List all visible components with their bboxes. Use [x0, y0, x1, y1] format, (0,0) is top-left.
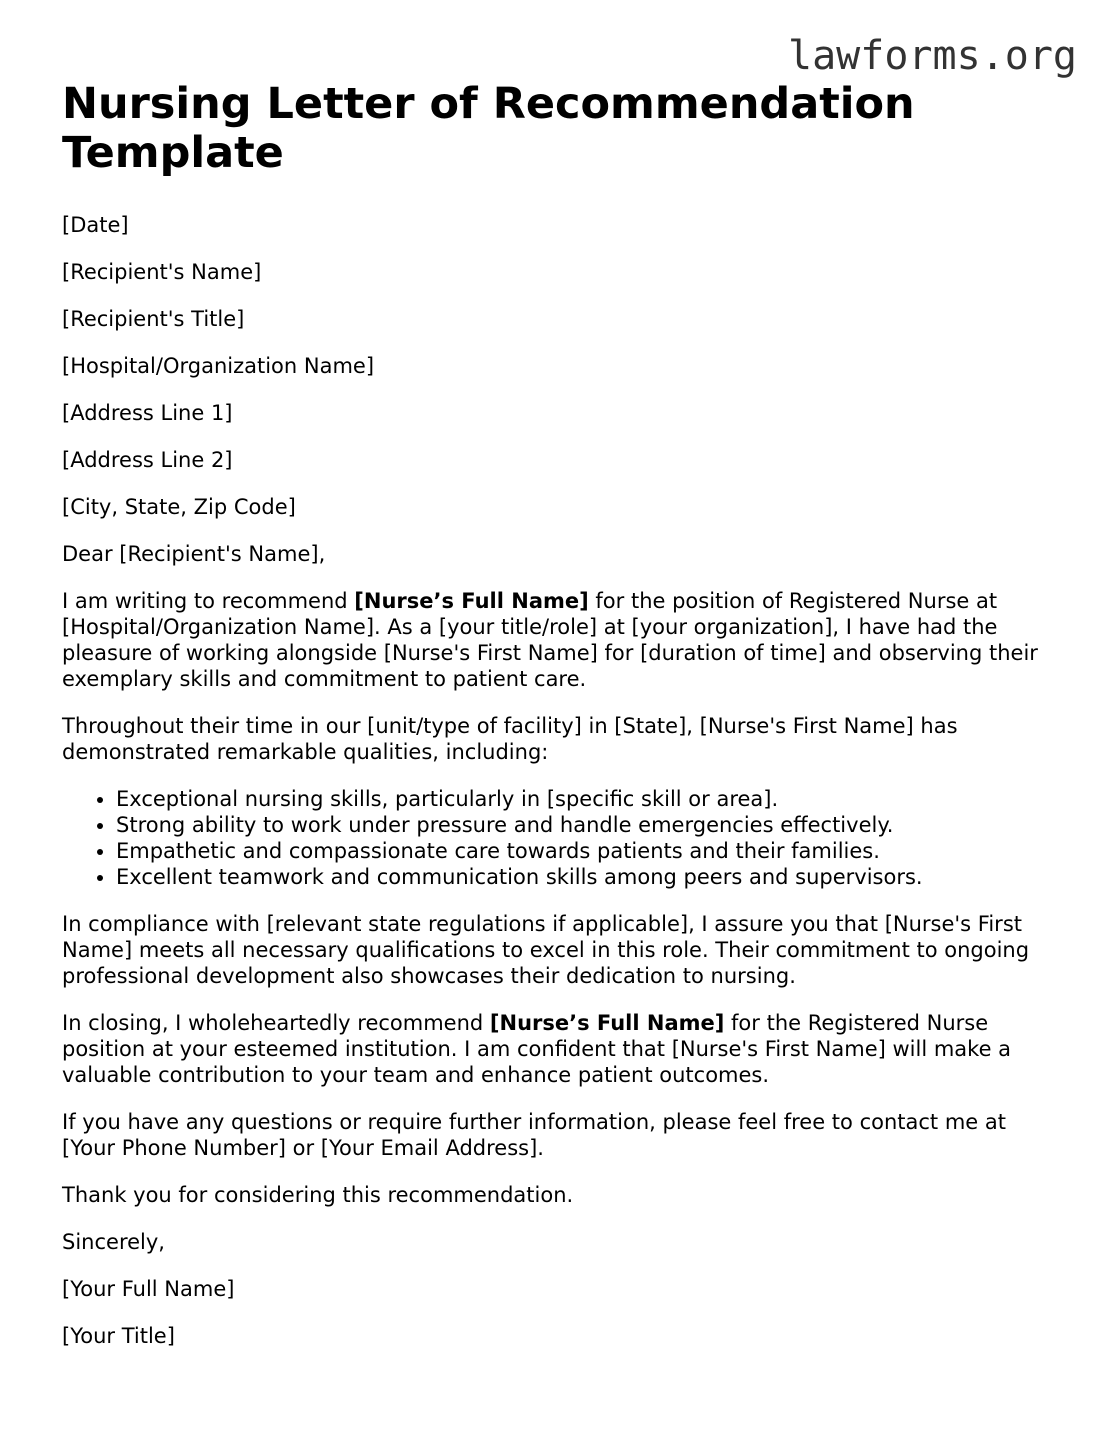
list-item: • Empathetic and compassionate care towards patients and their families.	[116, 838, 1062, 864]
recipient-name-line: [Recipient's Name]	[62, 260, 262, 284]
nurse-full-name: [Nurse’s Full Name]	[489, 1011, 725, 1035]
date-line: [Date]	[62, 213, 129, 237]
signature-title: [Your Title]	[62, 1324, 175, 1348]
nurse-full-name: [Nurse’s Full Name]	[354, 589, 589, 613]
list-item: • Excellent teamwork and communication skills among peers and supervisors.	[116, 864, 1062, 890]
page-title: Nursing Letter of Recommendation Template	[62, 79, 915, 178]
paragraph-closing-post: for the Registered Nurse position at your esteemed institution. I am confident that [Nurse's First Name] will make a valuable contribution to your team and enhance patient outcomes.	[62, 1011, 1012, 1087]
recipient-title-line: [Recipient's Title]	[62, 307, 245, 331]
qualities-list	[62, 786, 1062, 890]
paragraph-closing-pre: In closing, I wholeheartedly recommend	[62, 1011, 490, 1035]
letter-body	[62, 541, 1062, 1349]
closing-sincerely: Sincerely,	[62, 1230, 165, 1254]
signature-name: [Your Full Name]	[62, 1277, 235, 1301]
list-item: • Exceptional nursing skills, particularly in [specific skill or area].	[116, 786, 1062, 812]
salutation: Dear [Recipient's Name],	[62, 542, 326, 566]
watermark-logo: lawforms.org	[788, 33, 1077, 79]
paragraph-qualities-intro: Throughout their time in our [unit/type of facility] in [State], [Nurse's First Name] has demonstrated remarkable qualities, including:	[62, 714, 958, 764]
paragraph-closing	[62, 1010, 1062, 1088]
document-page	[62, 80, 1062, 1370]
address-block	[62, 212, 1062, 520]
paragraph-intro	[62, 588, 1062, 692]
address-line-2: [Address Line 2]	[62, 448, 233, 472]
organization-line: [Hospital/Organization Name]	[62, 354, 375, 378]
city-state-zip-line: [City, State, Zip Code]	[62, 495, 296, 519]
list-item: • Strong ability to work under pressure and handle emergencies effectively.	[116, 812, 1062, 838]
paragraph-intro-pre: I am writing to recommend	[62, 589, 355, 613]
paragraph-thanks: Thank you for considering this recommendation.	[62, 1183, 574, 1207]
paragraph-contact: If you have any questions or require further information, please feel free to contact me at [Your Phone Number] or [Your Email Address].	[62, 1110, 1006, 1160]
address-line-1: [Address Line 1]	[62, 401, 233, 425]
paragraph-intro-post: for the position of Registered Nurse at [Hospital/Organization Name]. As a [your title/role] at [your organization], I have had the pleasure of working alongside [Nurse's First Name] for [duration of time] and observing their exemplary skills and commitment to patient care.	[62, 589, 1038, 691]
paragraph-compliance: In compliance with [relevant state regulations if applicable], I assure you that [Nurse's First Name] meets all necessary qualifications to excel in this role. Their commitment to ongoing professional development also showcases their dedication to nursing.	[62, 912, 1030, 988]
